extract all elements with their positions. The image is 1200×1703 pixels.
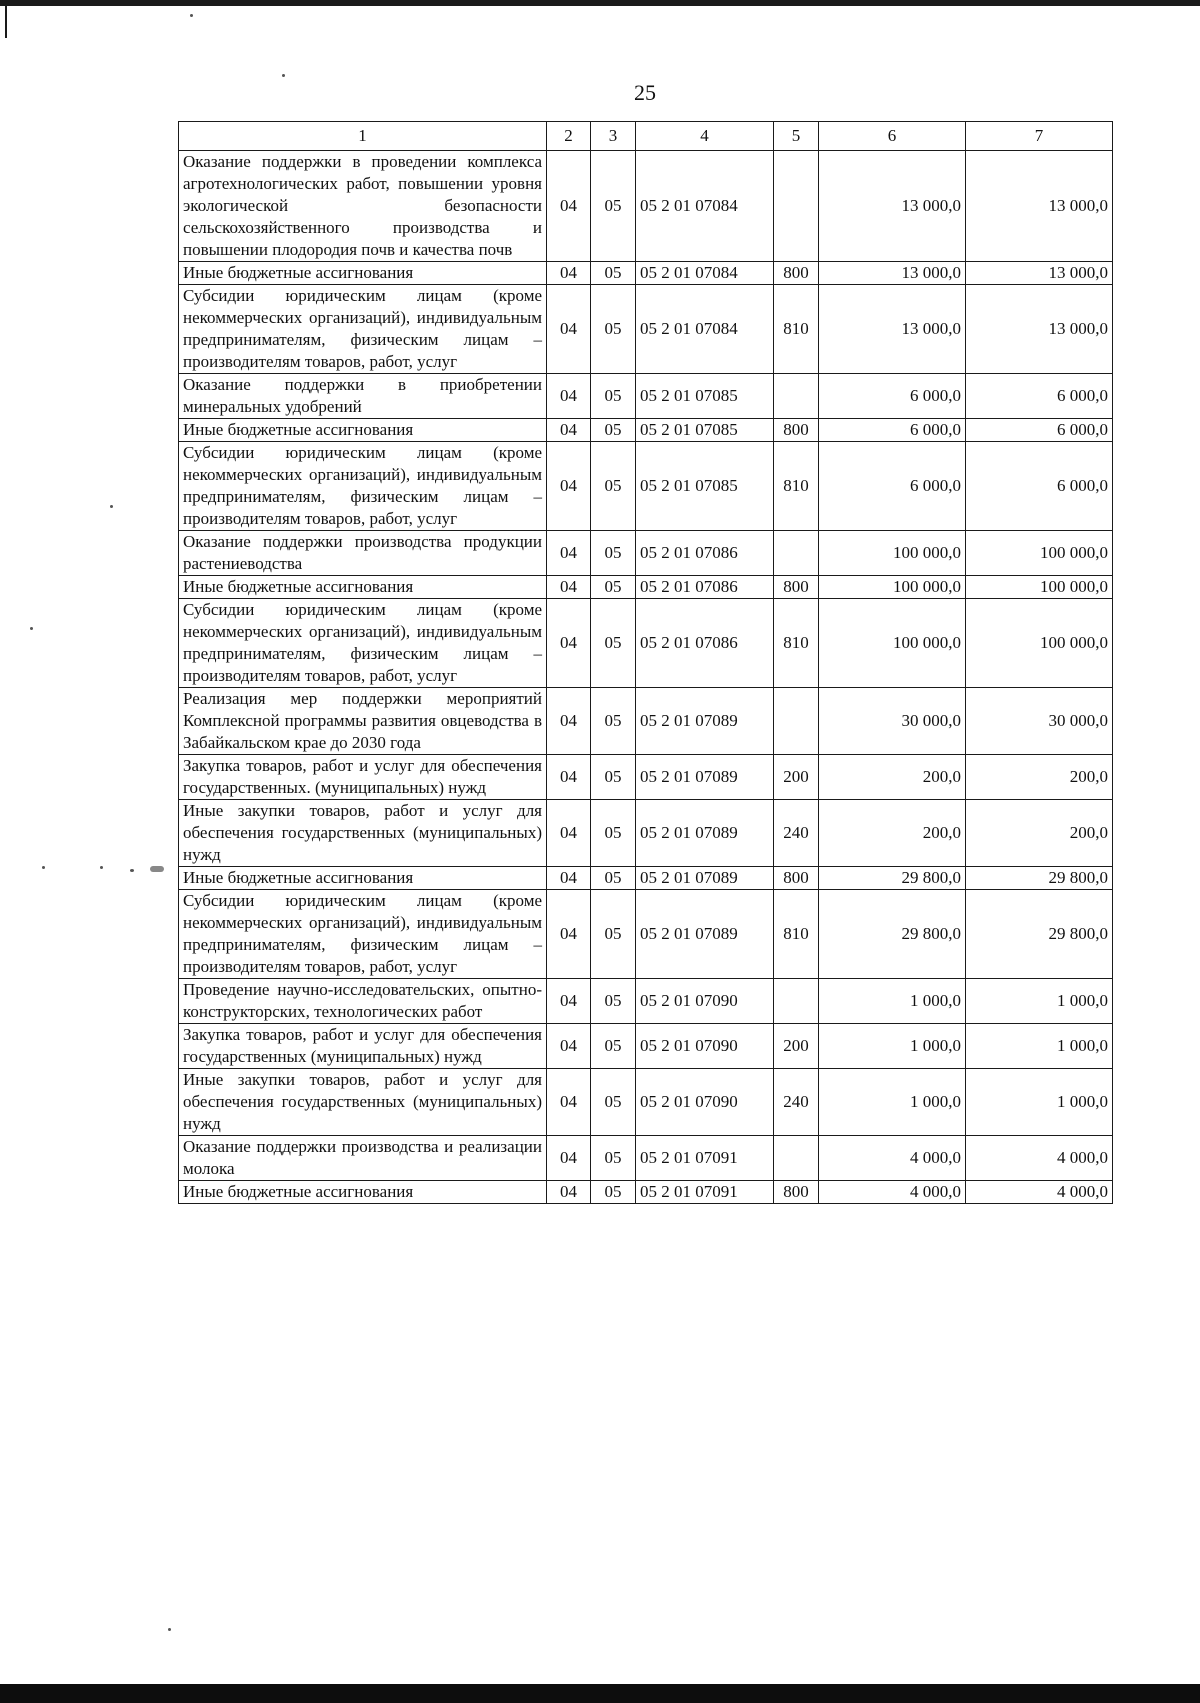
row-amount-year1-cell: 4 000,0 [819, 1181, 966, 1204]
table-row [179, 599, 1113, 688]
header-col-7: 7 [966, 122, 1113, 151]
table-row [179, 531, 1113, 576]
row-target-article-cell: 05 2 01 07089 [636, 890, 774, 979]
row-name-cell: Иные бюджетные ассигнования [179, 419, 547, 442]
row-subsection-cell: 05 [591, 1136, 636, 1181]
table-row [179, 800, 1113, 867]
row-target-article-cell: 05 2 01 07090 [636, 1069, 774, 1136]
row-name-cell: Субсидии юридическим лицам (кроме некоммерческих организаций), индивидуальным предпринимателям, физическим лицам – производителям товаров, работ, услуг [179, 285, 547, 374]
row-amount-year1-cell: 30 000,0 [819, 688, 966, 755]
row-amount-year2-cell: 1 000,0 [966, 1024, 1113, 1069]
row-expense-type-cell: 800 [774, 867, 819, 890]
row-expense-type-cell: 200 [774, 755, 819, 800]
row-expense-type-cell: 800 [774, 419, 819, 442]
row-section-cell: 04 [547, 285, 591, 374]
row-name-cell: Иные бюджетные ассигнования [179, 262, 547, 285]
row-section-cell: 04 [547, 599, 591, 688]
row-subsection-cell: 05 [591, 979, 636, 1024]
row-amount-year1-cell: 6 000,0 [819, 442, 966, 531]
row-expense-type-cell: 200 [774, 1024, 819, 1069]
table-row [179, 1069, 1113, 1136]
row-subsection-cell: 05 [591, 867, 636, 890]
table-row [179, 890, 1113, 979]
row-section-cell: 04 [547, 262, 591, 285]
row-expense-type-cell: 800 [774, 262, 819, 285]
row-target-article-cell: 05 2 01 07084 [636, 285, 774, 374]
row-expense-type-cell: 810 [774, 442, 819, 531]
table-row [179, 285, 1113, 374]
row-amount-year2-cell: 6 000,0 [966, 419, 1113, 442]
row-amount-year2-cell: 30 000,0 [966, 688, 1113, 755]
row-target-article-cell: 05 2 01 07086 [636, 531, 774, 576]
row-name-cell: Закупка товаров, работ и услуг для обеспечения государственных (муниципальных) нужд [179, 1024, 547, 1069]
row-name-cell: Иные бюджетные ассигнования [179, 867, 547, 890]
table-row [179, 262, 1113, 285]
row-amount-year1-cell: 1 000,0 [819, 979, 966, 1024]
row-section-cell: 04 [547, 688, 591, 755]
scan-bottom-edge [0, 1684, 1200, 1703]
row-name-cell: Субсидии юридическим лицам (кроме некоммерческих организаций), индивидуальным предпринимателям, физическим лицам – производителям товаров, работ, услуг [179, 890, 547, 979]
row-target-article-cell: 05 2 01 07089 [636, 755, 774, 800]
row-target-article-cell: 05 2 01 07090 [636, 979, 774, 1024]
row-name-cell: Оказание поддержки в приобретении минеральных удобрений [179, 374, 547, 419]
header-col-4: 4 [636, 122, 774, 151]
row-subsection-cell: 05 [591, 599, 636, 688]
row-amount-year2-cell: 100 000,0 [966, 531, 1113, 576]
row-amount-year2-cell: 6 000,0 [966, 442, 1113, 531]
scan-speck [110, 505, 113, 508]
row-target-article-cell: 05 2 01 07091 [636, 1136, 774, 1181]
row-amount-year2-cell: 4 000,0 [966, 1136, 1113, 1181]
row-name-cell: Закупка товаров, работ и услуг для обеспечения государственных. (муниципальных) нужд [179, 755, 547, 800]
row-expense-type-cell [774, 688, 819, 755]
row-amount-year1-cell: 100 000,0 [819, 599, 966, 688]
row-name-cell: Субсидии юридическим лицам (кроме некоммерческих организаций), индивидуальным предпринимателям, физическим лицам – производителям товаров, работ, услуг [179, 599, 547, 688]
table-row [179, 755, 1113, 800]
row-amount-year1-cell: 100 000,0 [819, 531, 966, 576]
row-name-cell: Оказание поддержки производства и реализации молока [179, 1136, 547, 1181]
page-number: 25 [634, 80, 656, 105]
table-row [179, 1136, 1113, 1181]
row-section-cell: 04 [547, 867, 591, 890]
row-expense-type-cell [774, 979, 819, 1024]
row-name-cell: Реализация мер поддержки мероприятий Комплексной программы развития овцеводства в Забайкальском крае до 2030 года [179, 688, 547, 755]
row-name-cell: Субсидии юридическим лицам (кроме некоммерческих организаций), индивидуальным предпринимателям, физическим лицам – производителям товаров, работ, услуг [179, 442, 547, 531]
row-amount-year2-cell: 100 000,0 [966, 576, 1113, 599]
table-row [179, 688, 1113, 755]
row-target-article-cell: 05 2 01 07085 [636, 442, 774, 531]
scan-top-edge [0, 0, 1200, 6]
row-subsection-cell: 05 [591, 1024, 636, 1069]
row-amount-year1-cell: 29 800,0 [819, 867, 966, 890]
row-amount-year2-cell: 200,0 [966, 755, 1113, 800]
budget-table [178, 121, 1113, 1204]
row-section-cell: 04 [547, 979, 591, 1024]
row-subsection-cell: 05 [591, 262, 636, 285]
row-section-cell: 04 [547, 151, 591, 262]
scan-speck [30, 627, 33, 630]
row-name-cell: Иные бюджетные ассигнования [179, 1181, 547, 1204]
row-target-article-cell: 05 2 01 07086 [636, 599, 774, 688]
scan-speck [100, 866, 103, 869]
header-col-2: 2 [547, 122, 591, 151]
scan-speck [130, 869, 134, 872]
row-expense-type-cell: 810 [774, 890, 819, 979]
row-target-article-cell: 05 2 01 07084 [636, 151, 774, 262]
row-amount-year2-cell: 29 800,0 [966, 867, 1113, 890]
row-expense-type-cell: 810 [774, 285, 819, 374]
row-amount-year2-cell: 13 000,0 [966, 285, 1113, 374]
row-section-cell: 04 [547, 374, 591, 419]
table-row [179, 1181, 1113, 1204]
table-body [179, 151, 1113, 1204]
row-name-cell: Оказание поддержки производства продукции растениеводства [179, 531, 547, 576]
row-amount-year1-cell: 13 000,0 [819, 262, 966, 285]
row-subsection-cell: 05 [591, 151, 636, 262]
row-target-article-cell: 05 2 01 07084 [636, 262, 774, 285]
row-amount-year1-cell: 200,0 [819, 800, 966, 867]
row-section-cell: 04 [547, 442, 591, 531]
row-target-article-cell: 05 2 01 07089 [636, 867, 774, 890]
row-amount-year1-cell: 13 000,0 [819, 151, 966, 262]
row-expense-type-cell: 240 [774, 1069, 819, 1136]
row-section-cell: 04 [547, 1069, 591, 1136]
row-subsection-cell: 05 [591, 374, 636, 419]
header-col-1: 1 [179, 122, 547, 151]
row-section-cell: 04 [547, 1024, 591, 1069]
row-subsection-cell: 05 [591, 800, 636, 867]
row-subsection-cell: 05 [591, 688, 636, 755]
header-col-6: 6 [819, 122, 966, 151]
row-target-article-cell: 05 2 01 07086 [636, 576, 774, 599]
table-row [179, 419, 1113, 442]
row-amount-year2-cell: 100 000,0 [966, 599, 1113, 688]
row-expense-type-cell: 810 [774, 599, 819, 688]
row-expense-type-cell: 240 [774, 800, 819, 867]
row-subsection-cell: 05 [591, 890, 636, 979]
row-section-cell: 04 [547, 800, 591, 867]
row-expense-type-cell: 800 [774, 1181, 819, 1204]
row-name-cell: Иные бюджетные ассигнования [179, 576, 547, 599]
row-subsection-cell: 05 [591, 576, 636, 599]
row-amount-year1-cell: 6 000,0 [819, 419, 966, 442]
row-amount-year1-cell: 100 000,0 [819, 576, 966, 599]
row-amount-year1-cell: 4 000,0 [819, 1136, 966, 1181]
row-amount-year2-cell: 29 800,0 [966, 890, 1113, 979]
row-section-cell: 04 [547, 419, 591, 442]
row-section-cell: 04 [547, 755, 591, 800]
row-subsection-cell: 05 [591, 755, 636, 800]
row-amount-year1-cell: 1 000,0 [819, 1069, 966, 1136]
row-subsection-cell: 05 [591, 419, 636, 442]
row-name-cell: Проведение научно-исследовательских, опытно-конструкторских, технологических работ [179, 979, 547, 1024]
row-amount-year1-cell: 29 800,0 [819, 890, 966, 979]
row-amount-year2-cell: 1 000,0 [966, 1069, 1113, 1136]
row-amount-year1-cell: 6 000,0 [819, 374, 966, 419]
row-target-article-cell: 05 2 01 07089 [636, 800, 774, 867]
row-section-cell: 04 [547, 1181, 591, 1204]
row-section-cell: 04 [547, 1136, 591, 1181]
scan-left-mark [5, 0, 7, 38]
table-row [179, 151, 1113, 262]
row-amount-year2-cell: 6 000,0 [966, 374, 1113, 419]
row-name-cell: Иные закупки товаров, работ и услуг для обеспечения государственных (муниципальных) нужд [179, 800, 547, 867]
row-amount-year1-cell: 13 000,0 [819, 285, 966, 374]
row-subsection-cell: 05 [591, 531, 636, 576]
row-target-article-cell: 05 2 01 07091 [636, 1181, 774, 1204]
table-header-row [179, 122, 1113, 151]
table-row [179, 442, 1113, 531]
row-expense-type-cell [774, 151, 819, 262]
row-amount-year2-cell: 13 000,0 [966, 262, 1113, 285]
row-section-cell: 04 [547, 890, 591, 979]
row-target-article-cell: 05 2 01 07085 [636, 419, 774, 442]
row-amount-year2-cell: 200,0 [966, 800, 1113, 867]
scan-speck [150, 866, 164, 872]
header-col-5: 5 [774, 122, 819, 151]
scan-speck [168, 1628, 171, 1631]
scan-speck [190, 14, 193, 17]
row-subsection-cell: 05 [591, 1181, 636, 1204]
header-col-3: 3 [591, 122, 636, 151]
row-amount-year2-cell: 4 000,0 [966, 1181, 1113, 1204]
table-row [179, 576, 1113, 599]
row-section-cell: 04 [547, 531, 591, 576]
row-subsection-cell: 05 [591, 442, 636, 531]
row-amount-year2-cell: 1 000,0 [966, 979, 1113, 1024]
row-expense-type-cell [774, 374, 819, 419]
scan-speck [282, 74, 285, 77]
scan-speck [42, 866, 45, 869]
row-target-article-cell: 05 2 01 07089 [636, 688, 774, 755]
table-row [179, 374, 1113, 419]
row-target-article-cell: 05 2 01 07090 [636, 1024, 774, 1069]
row-amount-year1-cell: 200,0 [819, 755, 966, 800]
row-target-article-cell: 05 2 01 07085 [636, 374, 774, 419]
row-subsection-cell: 05 [591, 1069, 636, 1136]
row-amount-year2-cell: 13 000,0 [966, 151, 1113, 262]
row-name-cell: Иные закупки товаров, работ и услуг для обеспечения государственных (муниципальных) нужд [179, 1069, 547, 1136]
row-expense-type-cell [774, 531, 819, 576]
row-amount-year1-cell: 1 000,0 [819, 1024, 966, 1069]
row-expense-type-cell [774, 1136, 819, 1181]
table-row [179, 1024, 1113, 1069]
table-row [179, 867, 1113, 890]
row-subsection-cell: 05 [591, 285, 636, 374]
row-name-cell: Оказание поддержки в проведении комплекса агротехнологических работ, повышении уровня экологической безопасности сельскохозяйственного производства и повышении плодородия почв и качества почв [179, 151, 547, 262]
row-section-cell: 04 [547, 576, 591, 599]
row-expense-type-cell: 800 [774, 576, 819, 599]
table-row [179, 979, 1113, 1024]
